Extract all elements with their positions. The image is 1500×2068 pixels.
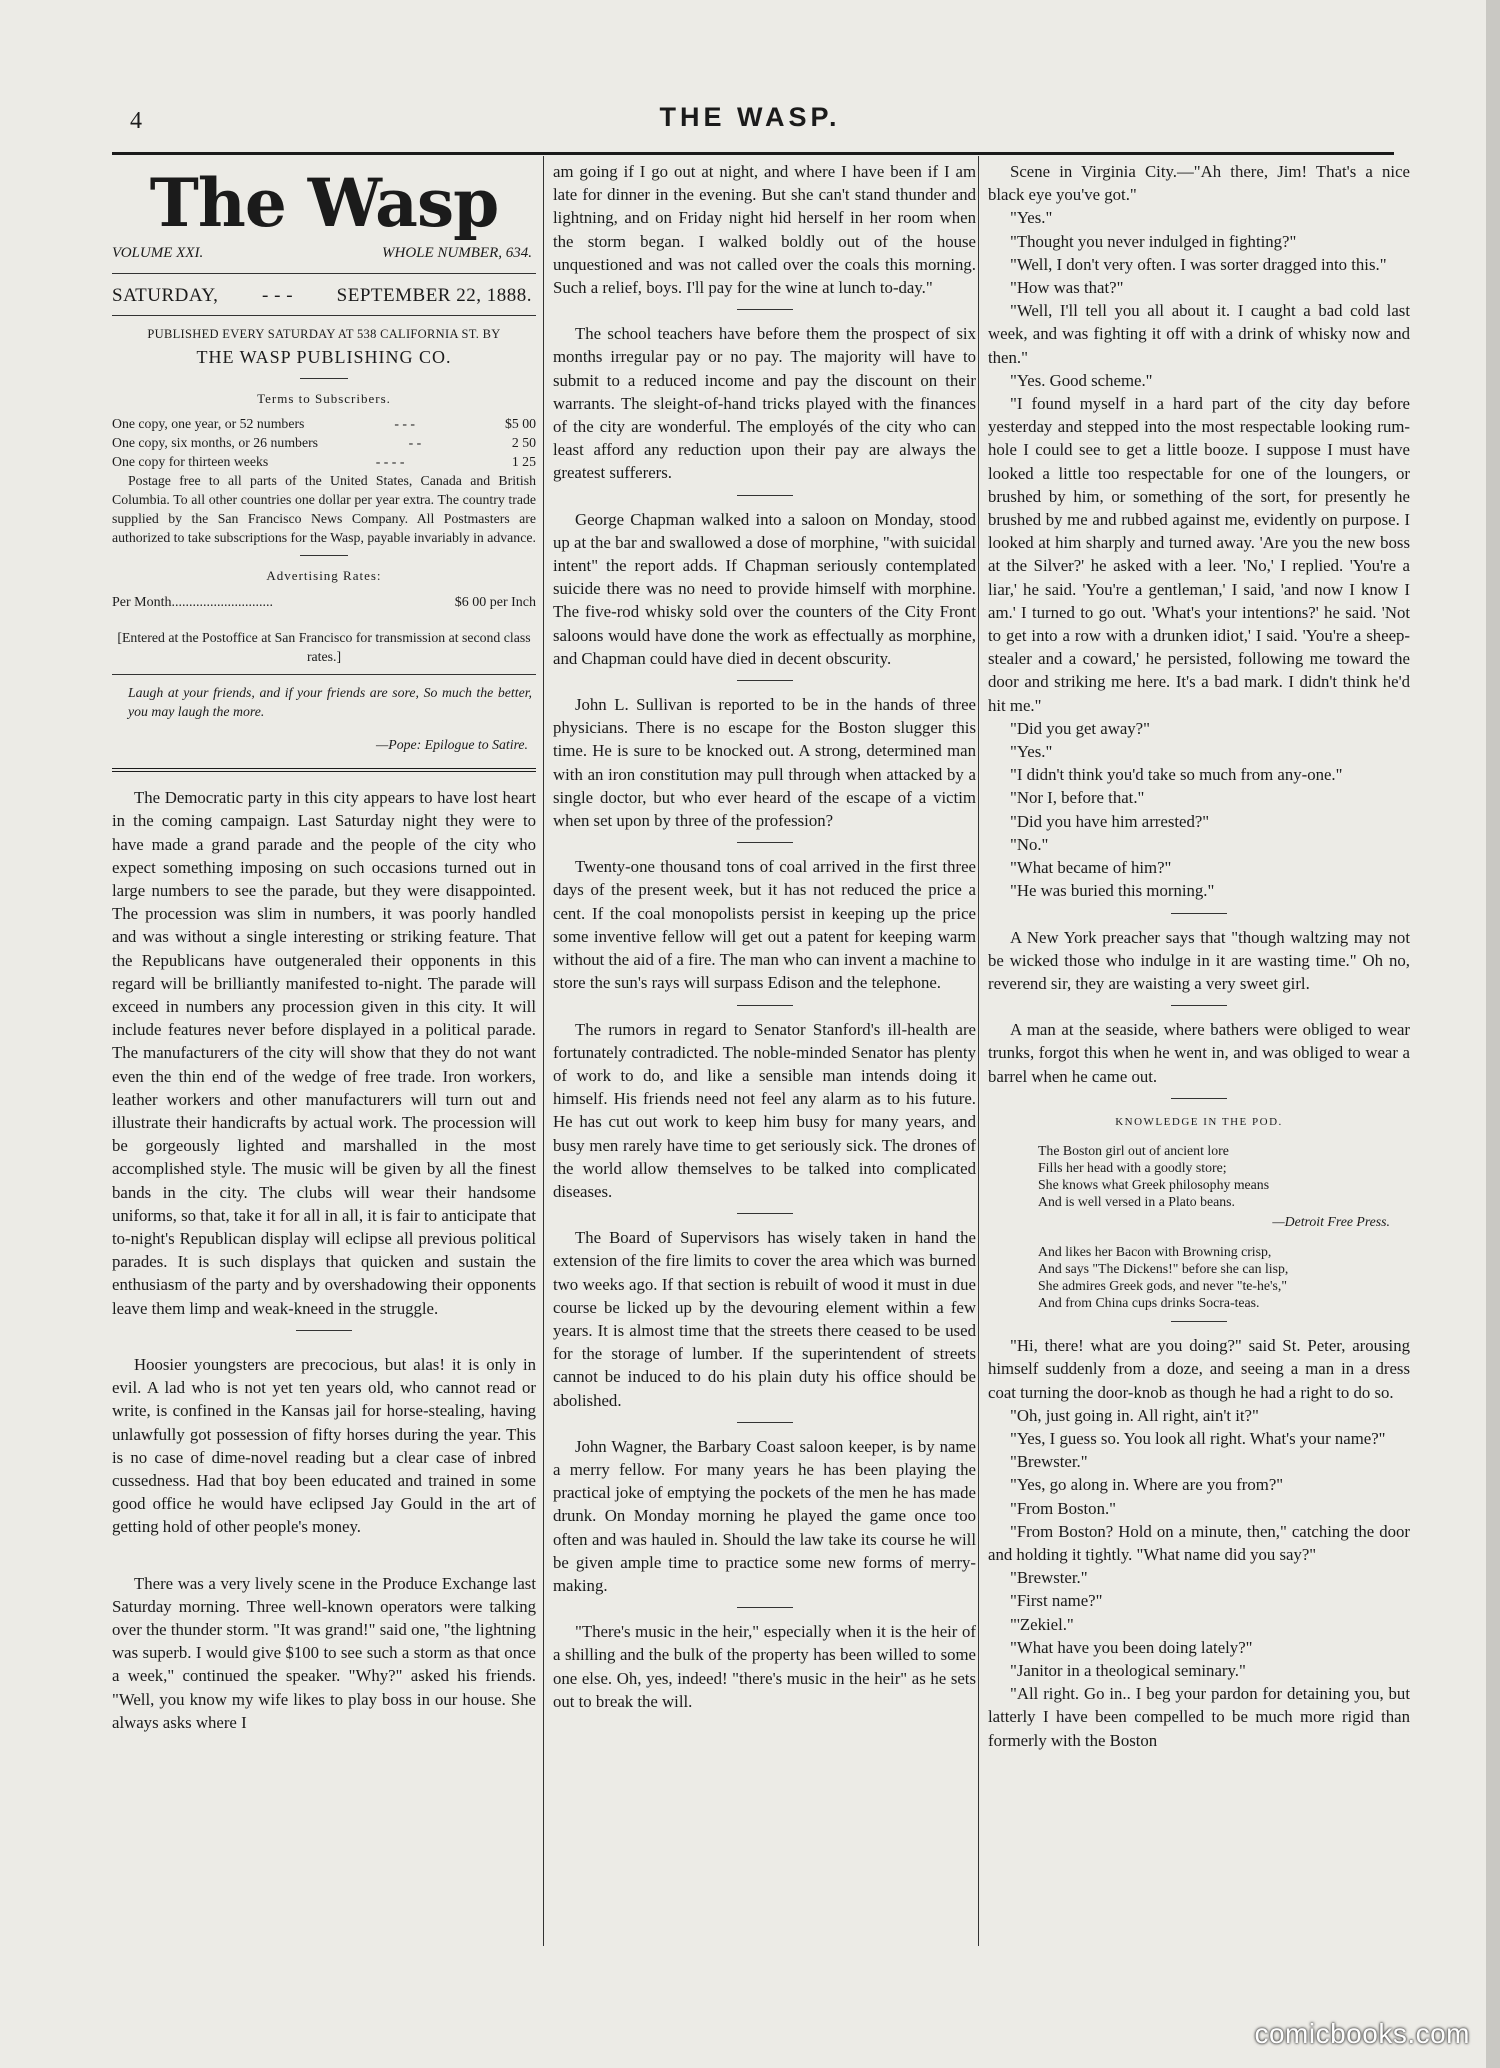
poem-credit: —Detroit Free Press. — [1272, 1213, 1390, 1229]
terms-price: 2 50 — [511, 434, 536, 450]
terms-price: 1 25 — [511, 453, 536, 469]
dialogue-line: "Brewster." — [1010, 1452, 1088, 1472]
separator — [300, 378, 348, 379]
advertising-rate — [112, 591, 536, 614]
dialogue-line: "I didn't think you'd take so much from any-one." — [1010, 765, 1343, 785]
publisher-name: THE WASP PUBLISHING CO. — [196, 347, 452, 368]
dialogue-line: "All right. Go in.. I beg your pardon for detaining you, but latterly I have been compelled to be much more rigid than formerly with the Boston — [988, 1684, 1410, 1750]
page-edge-shadow — [1486, 0, 1500, 2068]
terms-dots: - - — [408, 434, 422, 450]
separator — [296, 1330, 352, 1331]
volume-line — [112, 242, 536, 274]
volume: VOLUME XXI. — [112, 245, 204, 261]
article-paragraph: The Board of Supervisors has wisely taken in hand the extension of the fire limits to cover the area which was burned two weeks ago. If that section is rebuilt of wood it must in due course be licked up by the devouring element within a few years. It is almost time that the streets there ceased to be used for the storage of lumber. If the superintendent of streets cannot be induced to do his plain duty his office should be abolished. — [553, 1228, 976, 1410]
postage-notice: Postage free to all parts of the United States, Canada and British Columbia. To all other countries one dollar per year extra. The country trade supplied by the San Francisco News Company. All Postmasters are authorized to take subscriptions for the Wasp, payable invariably in advance. — [112, 472, 536, 545]
separator — [737, 842, 793, 843]
article-paragraph: The school teachers have before them the prospect of six months irregular pay or no pay. The majority will have to submit to a reduced income and pay the discount on their warrants. The sleight-of-hand tricks played with the finances of the city are wonderful. The employés of the city who can least afford any reduction upon their pay are always the greatest sufferers. — [553, 324, 976, 483]
dialogue-line: "What became of him?" — [1010, 858, 1172, 878]
separator — [1171, 913, 1227, 914]
poem-line: And likes her Bacon with Browning crisp, — [1038, 1244, 1272, 1260]
article-paragraph: A man at the seaside, where bathers were obliged to wear trunks, forgot this when he went in, and was obliged to wear a barrel when he came out. — [988, 1020, 1410, 1086]
terms-dots: - - - - — [375, 453, 405, 469]
dialogue-line: "Yes." — [1010, 742, 1053, 762]
postoffice-entry: [Entered at the Postoffice at San Francisco for transmission at second class rates.] — [112, 620, 536, 675]
dialogue-line: "I found myself in a hard part of the city day before yesterday and stepped into the most respectable looking rum-hole I could see to get a little booze. I suppose I must have looked a little too respectable for one of the loungers, or brushed by him, or something of the sort, for presently he brushed by me and rubbed against me, evidently on purpose. I looked at him sharply and turned away. 'Are you the new boss at the Silver?' he asked with a leer. 'No,' I replied. 'You're a liar,' he said. 'You're a gentleman,' I said, 'and now I know I am.' I turned to go out. 'What's your intentions?' he said. 'Not to get into a row with a drunken idiot,' I said. 'You're a sheep-stealer and a coward,' he persisted, following me toward the door and striking me here. It's a bad mark. I didn't think he'd hit me." — [988, 394, 1410, 715]
day: SATURDAY, — [112, 285, 219, 307]
masthead-bottom-rule — [112, 768, 536, 772]
dialogue-line: "From Boston? Hold on a minute, then," catching the door and holding it tightly. "What name did you say?" — [988, 1521, 1410, 1564]
article-paragraph: John Wagner, the Barbary Coast saloon keeper, is by name a merry fellow. For many years he has been playing the practical joke of emptying the pockets of the men he has made drunk. On Monday morning he played the game once too often and was hauled in. Should the law take its course he will be given ample time to practice some new forms of merry-making. — [553, 1436, 976, 1595]
article-paragraph: The Democratic party in this city appears to have lost heart in the coming campaign. Last Saturday night they were to have made a grand parade and the people of the city who expect something imposing on such occasions turned out in large numbers to see the parade, but they were disappointed. The procession was slim in numbers, it was poorly handled and was without a single interesting or striking feature. That the Republicans have outgeneraled their opponents in this regard will be brilliantly manifested to-night. The parade will exceed in numbers any procession given in this city. It will include features never before displayed in a political parade. The manufacturers of the city will show that they do not want even the thin end of the wedge of free trade. Iron workers, leather workers and other manufacturers will turn out and illustrate their handicrafts by actual work. The procession will be gorgeously lighted and marshalled in the most accomplished style. The music will be given by all the finest bands in the city. The clubs will wear their handsome uniforms, so that, take it for all in all, it is fair to anticipate that to-night's Republican display will eclipse all previous political parades. It is such displays that quicken and sustain the enthusiasm of the party and by overshadowing their opponents leave them limp and weak-kneed in the struggle. — [112, 788, 536, 1318]
dialogue-line: "He was buried this morning." — [1010, 881, 1215, 901]
terms-label: One copy, six months, or 26 numbers — [112, 434, 319, 450]
date-dashes: - - - — [262, 285, 294, 307]
dialogue-line: "From Boston." — [1010, 1498, 1117, 1518]
poem-line: Fills her head with a goodly store; — [1038, 1159, 1227, 1175]
article-paragraph: Twenty-one thousand tons of coal arrived in the first three days of the present week, but it has not reduced the price a cent. If the coal monopolists persist in keeping up the price some inventive fellow will get out a patent for keeping warm without the aid of a fire. The man who can invent a machine to store the sun's rays will surpass Edison and the telephone. — [553, 857, 976, 993]
dialogue-line: "No." — [1010, 834, 1049, 854]
advertising-title: Advertising Rates: — [266, 567, 382, 583]
column-1 — [112, 160, 536, 1950]
separator — [737, 1607, 793, 1608]
dialogue-virginia-city — [988, 160, 1410, 903]
terms-dots: - - - — [394, 415, 416, 431]
published-line: PUBLISHED EVERY SATURDAY AT 538 CALIFORNIA ST. BY — [147, 327, 501, 342]
separator — [1171, 1321, 1227, 1322]
dialogue-st-peter — [988, 1334, 1410, 1752]
separator — [1171, 1005, 1227, 1006]
dateline — [112, 274, 536, 316]
advertising-label: Per Month............................. — [112, 595, 273, 611]
dialogue-line: "Oh, just going in. All right, ain't it?" — [1010, 1405, 1259, 1425]
article-paragraph: George Chapman walked into a saloon on Monday, stood up at the bar and swallowed a dose of morphine, "with suicidal intent" the report adds. If Chapman seriously contemplated suicide there was no need to provide himself with morphine. The five-rod whisky sold over the counters of the City Front saloons would have done the work as effectually as morphine, and Chapman could have died in decent obscurity. — [553, 509, 976, 668]
dialogue-line: "Yes, I guess so. You look all right. What's your name?" — [1010, 1428, 1386, 1448]
motto-attribution: —Pope: Epilogue to Satire. — [376, 737, 528, 753]
dialogue-line: "Janitor in a theological seminary." — [1010, 1660, 1246, 1680]
date: SEPTEMBER 22, 1888. — [336, 285, 532, 307]
dialogue-line: "Well, I'll tell you all about it. I caught a bad cold last week, and was fighting it off with a drink of whisky now and then." — [988, 301, 1410, 367]
dialogue-line: "Hi, there! what are you doing?" said St. Peter, arousing himself suddenly from a doze, and seeing a man in a dress coat turning the door-knob as though he had a right to do so. — [988, 1336, 1410, 1402]
column-rule-1 — [543, 156, 544, 1946]
terms-title: Terms to Subscribers. — [257, 390, 391, 406]
separator — [737, 309, 793, 310]
article-paragraph: "There's music in the heir," especially when it is the heir of a shilling and the bulk of the property has been willed to some one else. Oh, yes, indeed! "there's music in the heir" as he sets out to break the will. — [553, 1622, 976, 1711]
article-paragraph: The rumors in regard to Senator Stanford's ill-health are fortunately contradicted. The noble-minded Senator has plenty of work to do, and like a sensible man intends doing it himself. His friends need not feel any alarm as to his future. He has cut out work to keep him busy for many years, and busy men rarely have time to get seriously sick. The drones of the world allow themselves to be talked into complicated diseases. — [553, 1019, 976, 1201]
dialogue-line: "Yes. Good scheme." — [1010, 370, 1153, 390]
separator — [737, 680, 793, 681]
masthead-title: The Wasp — [149, 164, 499, 242]
motto: Laugh at your friends, and if your friends are sore, So much the better, you may laugh the more. — [128, 685, 532, 720]
dialogue-line: "Did you have him arrested?" — [1010, 811, 1210, 831]
separator — [300, 555, 348, 556]
dialogue-line: "First name?" — [1010, 1591, 1103, 1611]
separator — [737, 495, 793, 496]
column-3 — [988, 160, 1410, 1950]
column-2 — [553, 160, 976, 1950]
dialogue-line: "Did you get away?" — [1010, 718, 1150, 738]
article-paragraph: Hoosier youngsters are precocious, but alas! it is only in evil. A lad who is not yet ten years old, who cannot read or write, is confined in the Kansas jail for horse-stealing, having unlawfully got possession of fifty horses during the year. This is no case of dime-novel reading but a clear case of inbred cussedness. Had that boy been educated and trained in some good office he would have eclipsed Jay Gould in the art of getting hold of other people's money. — [112, 1354, 536, 1537]
poem-line: The Boston girl out of ancient lore — [1038, 1142, 1229, 1158]
column-rule-2 — [978, 156, 979, 1946]
article-paragraph: There was a very lively scene in the Produce Exchange last Saturday morning. Three well-known operators were talking over the thunder storm. "It was grand!" said one, "the lightning was superb. I would give $100 to see such a storm as that once a week," continued the speaker. "Why?" asked his friends. "Well, you know my wife likes to play boss in our house. She always asks where I — [112, 1573, 536, 1732]
separator — [1171, 1098, 1227, 1099]
poem-line: She admires Greek gods, and never "te-he's," — [1038, 1278, 1287, 1294]
article-paragraph: A New York preacher says that "though waltzing may not be wicked those who indulge in it are wasting time." Oh no, reverend sir, they are waisting a very sweet girl. — [988, 927, 1410, 993]
dialogue-line: "Yes." — [1010, 208, 1053, 228]
separator — [737, 1422, 793, 1423]
poem-line: And from China cups drinks Socra-teas. — [1038, 1295, 1260, 1311]
header-rule — [112, 152, 1394, 155]
running-title: THE WASP. — [659, 102, 841, 132]
poem-line: And says "The Dickens!" before she can lisp, — [1038, 1261, 1289, 1277]
poem-line: She knows what Greek philosophy means — [1038, 1176, 1270, 1192]
page-number: 4 — [130, 108, 142, 134]
dialogue-line: "How was that?" — [1010, 278, 1124, 298]
terms-price: $5 00 — [504, 415, 536, 431]
terms-list — [112, 414, 536, 471]
dialogue-line: "Nor I, before that." — [1010, 788, 1145, 808]
terms-label: One copy, one year, or 52 numbers — [112, 415, 305, 431]
dialogue-line: "Brewster." — [1010, 1568, 1088, 1588]
article-paragraph: am going if I go out at night, and where I have been if I am late for dinner in the evening. But she can't stand thunder and lightning, and on Friday night hid herself in her room when the storm began. I walked boldly out of the house unquestioned and was not called over the coals this morning. Such a relief, boys. I'll pay for the wine at lunch to-day." — [553, 162, 976, 298]
stanza-gap — [988, 1233, 1410, 1243]
poem-line: And is well versed in a Plato beans. — [1038, 1193, 1235, 1209]
advertising-price: $6 00 per Inch — [454, 595, 536, 611]
dialogue-line: "Yes, go along in. Where are you from?" — [1010, 1475, 1284, 1495]
dialogue-line: "What have you been doing lately?" — [1010, 1637, 1253, 1657]
site-watermark: comicbooks.com — [1254, 2018, 1470, 2049]
separator — [737, 1213, 793, 1214]
whole-number: WHOLE NUMBER, 634. — [382, 245, 532, 261]
poem-title: KNOWLEDGE IN THE POD. — [1115, 1115, 1283, 1128]
dialogue-line: "Well, I don't very often. I was sorter dragged into this." — [1010, 254, 1387, 274]
dialogue-line: "'Zekiel." — [1010, 1614, 1074, 1634]
terms-row — [112, 433, 536, 452]
separator — [737, 1005, 793, 1006]
terms-label: One copy for thirteen weeks — [112, 453, 269, 469]
terms-row — [112, 414, 536, 433]
dialogue-line: Scene in Virginia City.—"Ah there, Jim! That's a nice black eye you've got." — [988, 162, 1410, 205]
terms-row — [112, 452, 536, 471]
dialogue-line: "Thought you never indulged in fighting?" — [1010, 231, 1297, 251]
article-paragraph: John L. Sullivan is reported to be in the hands of three physicians. There is no escape for the Boston slugger this time. He is sure to be knocked out. A strong, determined man with an iron constitution may pull through when attacked by a single doctor, but who ever heard of the escape of a victim when set upon by three of the profession? — [553, 695, 976, 831]
